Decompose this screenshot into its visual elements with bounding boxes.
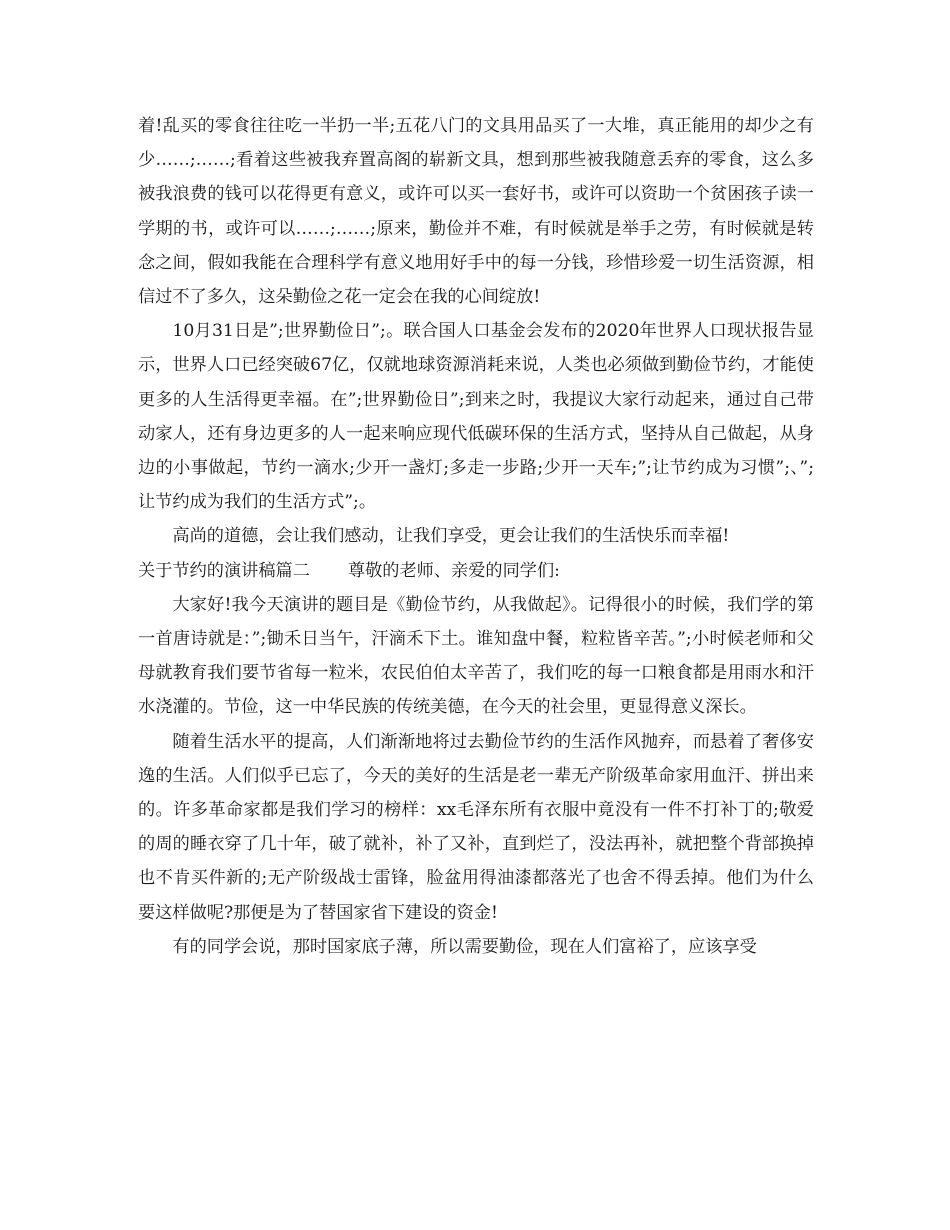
paragraph-classmates: 有的同学会说，那时国家底子薄，所以需要勤俭，现在人们富裕了，应该享受 — [172, 936, 757, 957]
paragraph-speech-intro: 大家好!我今天演讲的题目是《勤俭节约，从我做起》。记得很小的时候，我们学的第一首唐诗就是：”;锄禾日当午，汗滴禾下土。谁知盘中餐，粒粒皆辛苦。”;小时候老师和父母就教育我们要节省每一粒米，农民伯伯太辛苦了，我们吃的每一口粮食都是用雨水和汗水浇灌的。节俭，这一中华民族的传统美德，在今天的社会里，更显得意义深长。 — [138, 594, 814, 718]
paragraph-revolutionaries: 随着生活水平的提高，人们渐渐地将过去勤俭节约的生活作风抛弃，而悬着了奢侈安逸的生活。人们似乎已忘了，今天的美好的生活是老一辈无产阶级革命家用血汗、拼出来的。许多革命家都是我们学习的榜样：xx毛泽东所有衣服中竟没有一件不打补丁的;敬爱的周的睡衣穿了几十年，破了就补，补了又补，直到烂了，没法再补，就把整个背部换掉也不肯买件新的;无产阶级战士雷锋，脸盆用得油漆都落光了也舍不得丢掉。他们为什么要这样做呢?那便是为了替国家省下建设的资金! — [138, 731, 814, 923]
paragraph-continuation: 着!乱买的零食往往吃一半扔一半;五花八门的文具用品买了一大堆，真正能用的却少之有少……;……;看着这些被我弃置高阁的崭新文具，想到那些被我随意丢弃的零食，这么多被我浪费的钱可以花得更有意义，或许可以买一套好书，或许可以资助一个贫困孩子读一学期的书，或许可以……;……;原来，勤俭并不难，有时候就是举手之劳，有时候就是转念之间，假如我能在合理科学有意义地用好手中的每一分钱，珍惜珍爱一切生活资源，相信过不了多久，这朵勤俭之花一定会在我的心间绽放! — [138, 116, 814, 308]
paragraph-noble-morality: 高尚的道德，会让我们感动，让我们享受，更会让我们的生活快乐而幸福! — [172, 526, 730, 547]
document-body — [138, 109, 814, 964]
paragraph-world-thrift-day: 10月31日是”;世界勤俭日”;。联合国人口基金会发布的2020年世界人口现状报告显示，世界人口已经突破67亿，仅就地球资源消耗来说，人类也必须做到勤俭节约，才能使更多的人生活得更幸福。在”;世界勤俭日”;到来之时，我提议大家行动起来，通过自己带动家人，还有身边更多的人一起来响应现代低碳环保的生活方式，坚持从自己做起，从身边的小事做起，节约一滴水;少开一盏灯;多走一步路;少开一天车;”;让节约成为习惯”;、”;让节约成为我们的生活方式”;。 — [138, 321, 814, 513]
section-heading-line — [138, 554, 814, 588]
greeting: 尊敬的老师、亲爱的同学们: — [347, 560, 560, 581]
section-title: 关于节约的演讲稿篇二 — [138, 560, 310, 581]
